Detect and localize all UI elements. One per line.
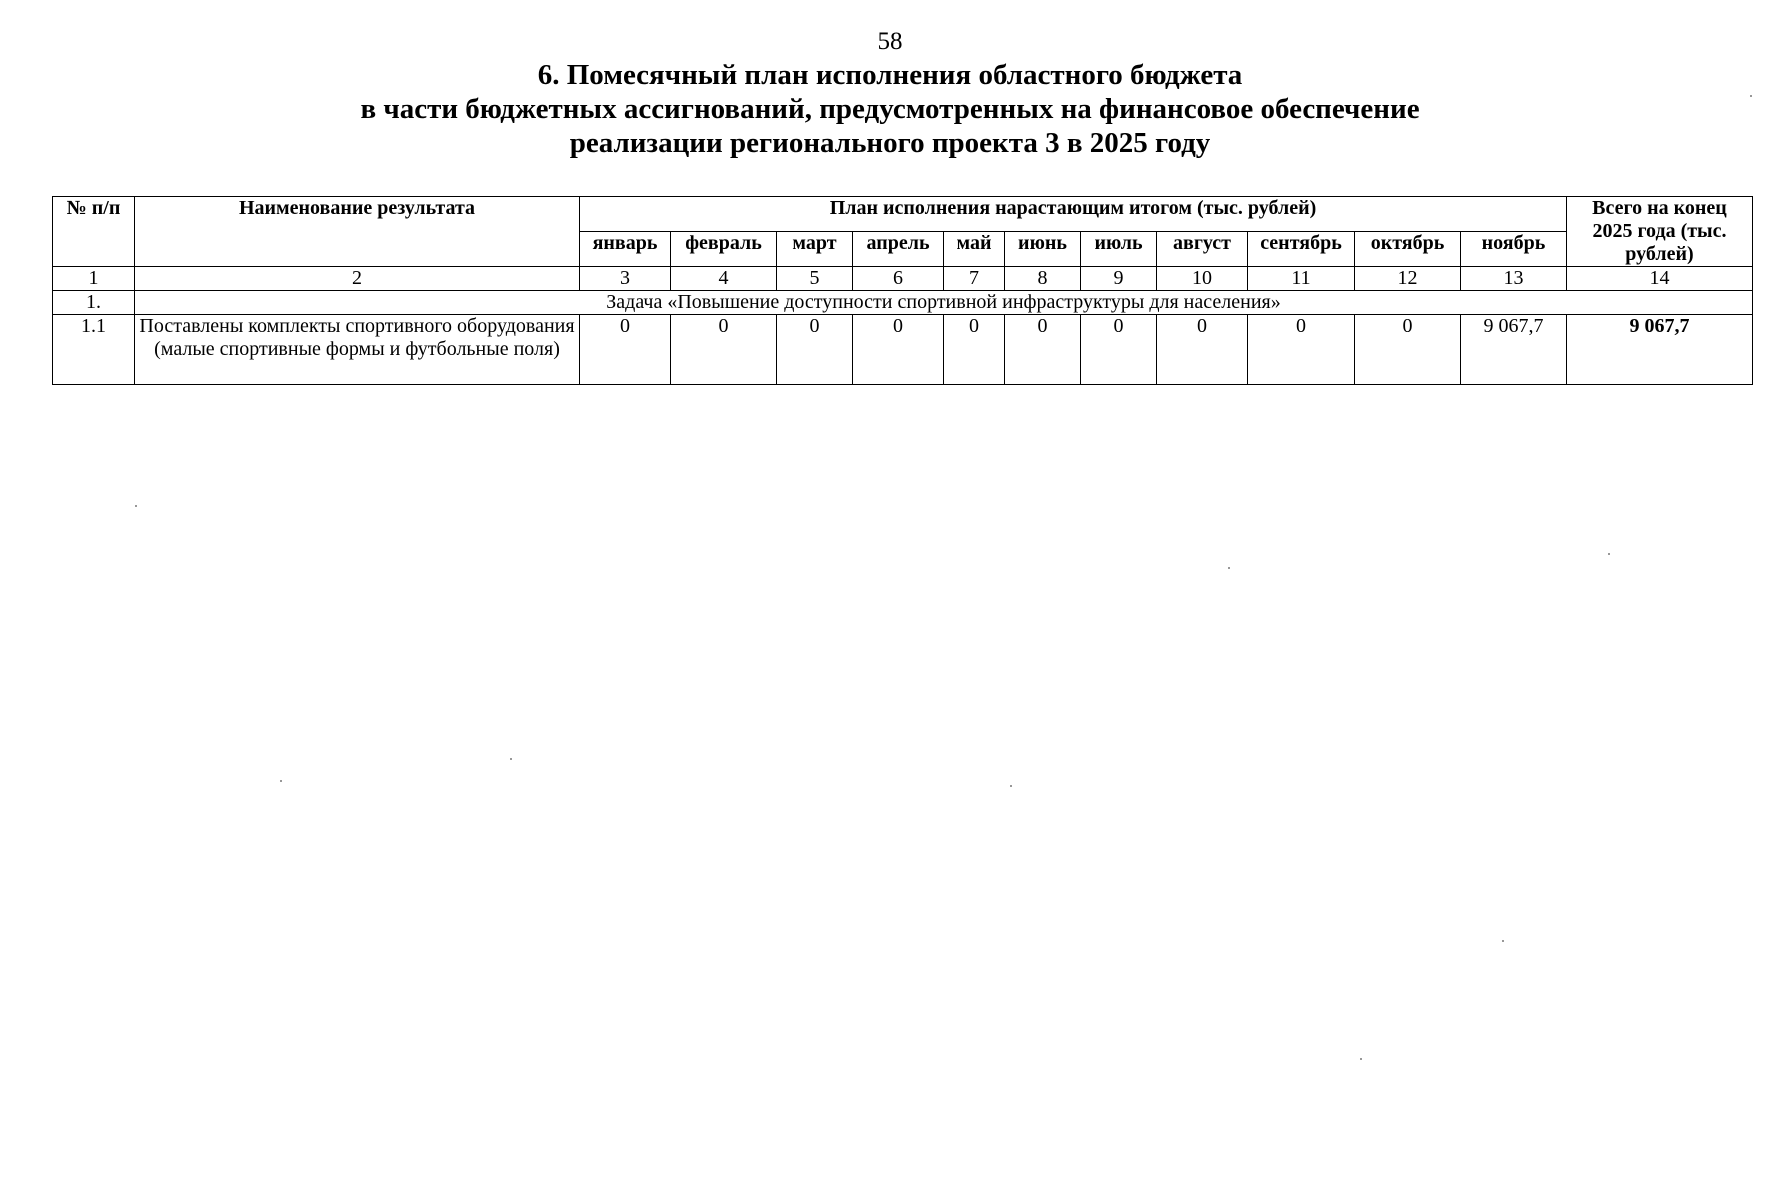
month-value: 0 [1081,315,1157,385]
header-month: февраль [671,232,777,267]
header-month: август [1157,232,1248,267]
month-value: 0 [1157,315,1248,385]
column-number: 3 [580,267,671,291]
column-number: 4 [671,267,777,291]
header-month: май [944,232,1005,267]
header-month: январь [580,232,671,267]
scan-speck [510,758,512,760]
month-value: 0 [853,315,944,385]
scan-speck [135,505,137,507]
scan-speck [1010,785,1012,787]
row-total: 9 067,7 [1567,315,1753,385]
column-number: 1 [53,267,135,291]
header-row-1 [53,197,1753,232]
month-value: 0 [944,315,1005,385]
task-number: 1. [53,291,135,315]
column-number: 5 [777,267,853,291]
header-month: июнь [1005,232,1081,267]
scan-speck [1750,95,1752,97]
scan-speck [1502,940,1504,942]
month-value: 0 [1355,315,1461,385]
table-row [53,315,1753,385]
title-line-2: в части бюджетных ассигнований, предусмотренных на финансовое обеспечение [360,93,1420,125]
column-number: 14 [1567,267,1753,291]
header-total: Всего на конец 2025 года (тыс. рублей) [1567,197,1753,267]
month-value: 0 [671,315,777,385]
column-number: 11 [1248,267,1355,291]
column-number: 10 [1157,267,1248,291]
column-number: 12 [1355,267,1461,291]
header-plan-group: План исполнения нарастающим итогом (тыс. рублей) [580,197,1567,232]
scan-speck [1360,1058,1362,1060]
title-line-1: 6. Помесячный план исполнения областного бюджета [537,59,1243,91]
month-value: 0 [580,315,671,385]
column-number: 8 [1005,267,1081,291]
column-number: 2 [135,267,580,291]
scan-speck [280,780,282,782]
budget-plan-table [52,196,1753,385]
row-number: 1.1 [53,315,135,385]
month-value: 0 [777,315,853,385]
header-name: Наименование результата [135,197,580,267]
header-month: ноябрь [1461,232,1567,267]
header-month: октябрь [1355,232,1461,267]
column-number: 7 [944,267,1005,291]
header-month: сентябрь [1248,232,1355,267]
month-value: 9 067,7 [1461,315,1567,385]
column-number: 6 [853,267,944,291]
column-number: 9 [1081,267,1157,291]
column-number: 13 [1461,267,1567,291]
page-number: 58 [877,28,903,55]
result-name: Поставлены комплекты спортивного оборудования (малые спортивные формы и футбольные поля) [135,315,580,385]
month-value: 0 [1005,315,1081,385]
scan-speck [1228,567,1230,569]
month-value: 0 [1248,315,1355,385]
task-text: Задача «Повышение доступности спортивной инфраструктуры для населения» [135,291,1753,315]
task-row [53,291,1753,315]
title-line-3: реализации регионального проекта 3 в 2025 году [569,127,1211,159]
header-month: июль [1081,232,1157,267]
document-title [0,58,1780,160]
scan-speck [1608,553,1610,555]
header-month: март [777,232,853,267]
header-month: апрель [853,232,944,267]
column-numbers-row [53,267,1753,291]
header-number: № п/п [53,197,135,267]
